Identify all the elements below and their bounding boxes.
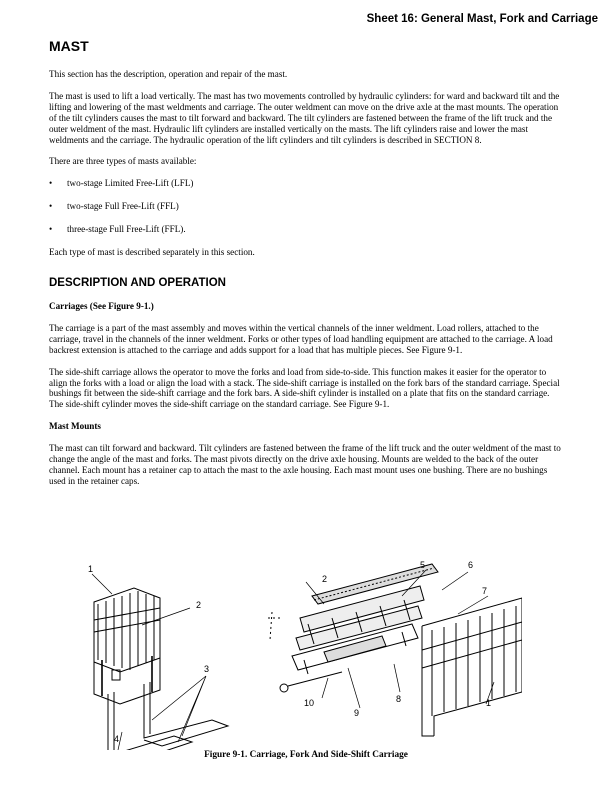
section-heading: DESCRIPTION AND OPERATION: [49, 276, 226, 289]
list-item: • two-stage Limited Free-Lift (LFL): [67, 178, 564, 189]
figure-callout: 4: [114, 734, 120, 744]
carriages-paragraph-1: The carriage is a part of the mast assembly and moves within the vertical channels of the inner weldment. Load rollers, attached to the carriage, travel in the channels of the inner weldment. Forks or other types of load handling equipment are attached to the carriage. A load backrest extension is attached to the carriage and adds support for a load that has multiple pieces. See Figure 9-1.: [49, 322, 553, 355]
mast-types-intro: There are three types of masts available:: [49, 156, 197, 167]
figure-callout: 10: [304, 698, 315, 708]
figure-carriage-fork-sideshift: [82, 560, 522, 760]
page-title: MAST: [49, 38, 89, 54]
figure-callout: 9: [354, 708, 360, 718]
carriage-fork-drawing: [92, 574, 228, 750]
figure-callout: 6: [468, 560, 474, 570]
figure-callout: 7: [482, 586, 488, 596]
figure-callout: 1: [486, 698, 492, 708]
list-item: • three-stage Full Free-Lift (FFL).: [67, 224, 564, 235]
figure-callout: 2: [322, 574, 328, 584]
intro-paragraph: This section has the description, operation and repair of the mast.: [49, 69, 288, 79]
carriages-heading: Carriages (See Figure 9-1.): [49, 300, 154, 311]
sheet-title: Sheet 16: General Mast, Fork and Carriage: [366, 13, 598, 25]
figure-callout: 5: [420, 560, 426, 570]
mast-types-note: Each type of mast is described separately in this section.: [49, 247, 255, 258]
list-item: • two-stage Full Free-Lift (FFL): [67, 201, 564, 212]
mast-types-list: [49, 178, 564, 235]
figure-callout: 3: [204, 664, 210, 674]
carriages-paragraph-2: The side-shift carriage allows the operator to move the forks and load from side-to-side. This function makes it easier for the operator to align the forks with a load or align the load with a stack. The side-shift carriage is installed on the fork bars of the standard carriage. Special bushings fit between the side-shift carriage and the fork bars. A side-shift cylinder is installed on a plate that fits on the standard carriage. The side-shift cylinder moves the side-shift carriage on the standard carriage. See Figure 9-1.: [49, 366, 560, 410]
figure-callout: 1: [88, 564, 94, 574]
mast-mounts-heading: Mast Mounts: [49, 421, 101, 432]
figure-callout: 2: [196, 600, 202, 610]
figure-callout: 8: [396, 694, 402, 704]
figure-caption: Figure 9-1. Carriage, Fork And Side-Shift Carriage: [204, 750, 408, 760]
page-content: [49, 38, 564, 498]
mast-mounts-paragraph: The mast can tilt forward and backward. Tilt cylinders are fastened between the frame of the lift truck and the outer weldment of the mast to change the angle of the mast and forks. The mast pivots directly on the drive axle housing. Mounts are welded to the back of the outer channel. Each mount has a retainer cap to attach the mast to the axle housing. Each mast mount uses one bushing. There are no bushings used in the retainer caps.: [49, 443, 561, 486]
figure-illustration: [82, 560, 522, 750]
mast-description-paragraph: The mast is used to lift a load vertically. The mast has two movements controlled by hydraulic cylinders: for ward and backward tilt and the lifting and lowering of the mast weldments and carriage. The outer weldment can move on the drive axle at the mast mounts. The operation of the tilt cylinders causes the mast to tilt forward and backward. The tilt cylinders are fastened between the frame of the lift truck and the outer weldment of the mast. Hydraulic lift cylinders are installed vertically on the masts. The lift cylinders raise and lower the mast weldments and the carriage. The hydraulic operation of the lift cylinders and tilt cylinders is described in SECTION 8.: [49, 90, 560, 145]
